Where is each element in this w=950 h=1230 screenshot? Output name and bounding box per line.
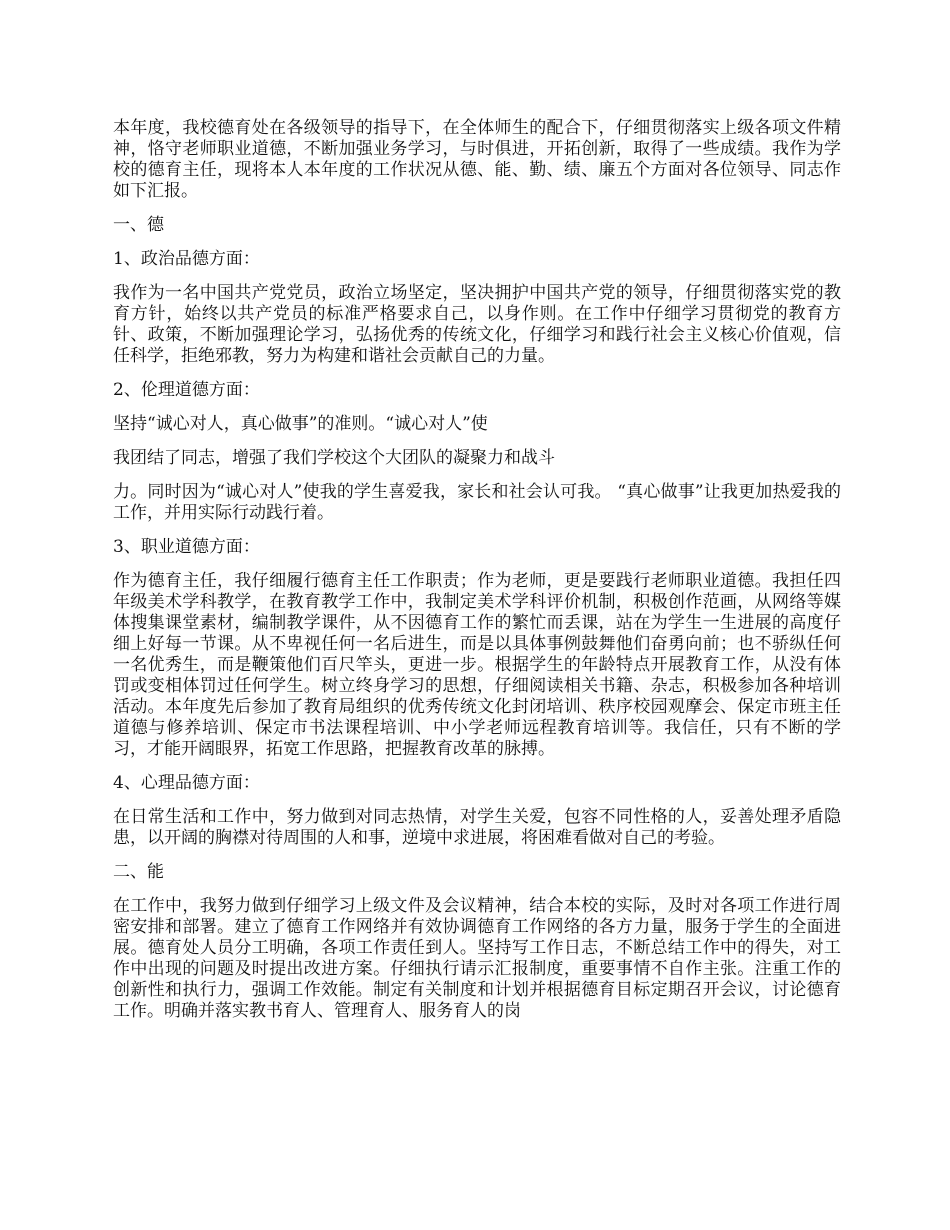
ability-paragraph: 在工作中，我努力做到仔细学习上级文件及会议精神，结合本校的实际，及时对各项工作进行周密安排和部署。建立了德育工作网络并有效协调德育工作网络的各方力量，服务于学生的全面进展。德育处人员分工明确，各项工作责任到人。坚持写工作日志，不断总结工作中的得失，对工作中出现的问题及时提出改进方案。仔细执行请示汇报制度，重要事情不自作主张。注重工作的创新性和执行力，强调工作效能。制定有关制度和计划并根据德育目标定期召开会议，讨论德育工作。明确并落实教书育人、管理育人、服务育人的岗	[113, 896, 841, 1021]
professional-morality-paragraph: 作为德育主任，我仔细履行德育主任工作职责；作为老师，更是要践行老师职业道德。我担任四年级美术学科教学，在教育教学工作中，我制定美术学科评价机制，积极创作范画，从网络等媒体搜集课堂素材，编制教学课件，从不因德育工作的繁忙而丢课，站在为学生一生进展的高度仔细上好每一节课。从不卑视任何一名后进生，而是以具体事例鼓舞他们奋勇向前；也不骄纵任何一名优秀生，而是鞭策他们百尺竿头，更进一步。根据学生的年龄特点开展教育工作，从没有体罚或变相体罚过任何学生。树立终身学习的思想，仔细阅读相关书籍、杂志，积极参加各种培训活动。本年度先后参加了教育局组织的优秀传统文化封闭培训、秩序校园观摩会、保定市班主任道德与修养培训、保定市书法课程培训、中小学老师远程教育培训等。我信任，只有不断的学习，才能开阔眼界，拓宽工作思路，把握教育改革的脉搏。	[113, 571, 841, 759]
political-morality-paragraph: 我作为一名中国共产党党员，政治立场坚定，坚决拥护中国共产党的领导，仔细贯彻落实党的教育方针，始终以共产党员的标准严格要求自己，以身作则。在工作中仔细学习贯彻党的教育方针、政策，不断加强理论学习，弘扬优秀的传统文化，仔细学习和践行社会主义核心价值观，信任科学，拒绝邪教，努力为构建和谐社会贡献自己的力量。	[113, 283, 841, 366]
intro-paragraph: 本年度，我校德育处在各级领导的指导下，在全体师生的配合下，仔细贯彻落实上级各项文件精神，恪守老师职业道德，不断加强业务学习，与时俱进，开拓创新，取得了一些成绩。我作为学校的德育主任，现将本人本年度的工作状况从德、能、勤、绩、廉五个方面对各位领导、同志作如下汇报。	[113, 118, 841, 201]
subheading-ethical-morality: 2、伦理道德方面：	[113, 380, 260, 400]
subheading-psychological-morality: 4、心理品德方面：	[113, 773, 260, 793]
document-body	[113, 118, 841, 1035]
subheading-professional-morality: 3、职业道德方面：	[113, 537, 260, 557]
psychological-morality-paragraph: 在日常生活和工作中，努力做到对同志热情，对学生关爱，包容不同性格的人，妥善处理矛盾隐患，以开阔的胸襟对待周围的人和事，逆境中求进展，将困难看做对自己的考验。	[113, 807, 841, 848]
section-heading-neng: 二、能	[113, 862, 164, 882]
ethical-morality-line-2: 我团结了同志，增强了我们学校这个大团队的凝聚力和战斗	[113, 448, 555, 468]
section-heading-de: 一、德	[113, 215, 164, 235]
ethical-morality-paragraph: 力。同时因为“诚心对人”使我的学生喜爱我，家长和社会认可我。 “真心做事”让我更加热爱我的工作，并用实际行动践行着。	[113, 482, 841, 523]
ethical-morality-line-1: 坚持“诚心对人，真心做事”的准则。“诚心对人”使	[113, 414, 488, 434]
subheading-political-morality: 1、政治品德方面：	[113, 249, 260, 269]
